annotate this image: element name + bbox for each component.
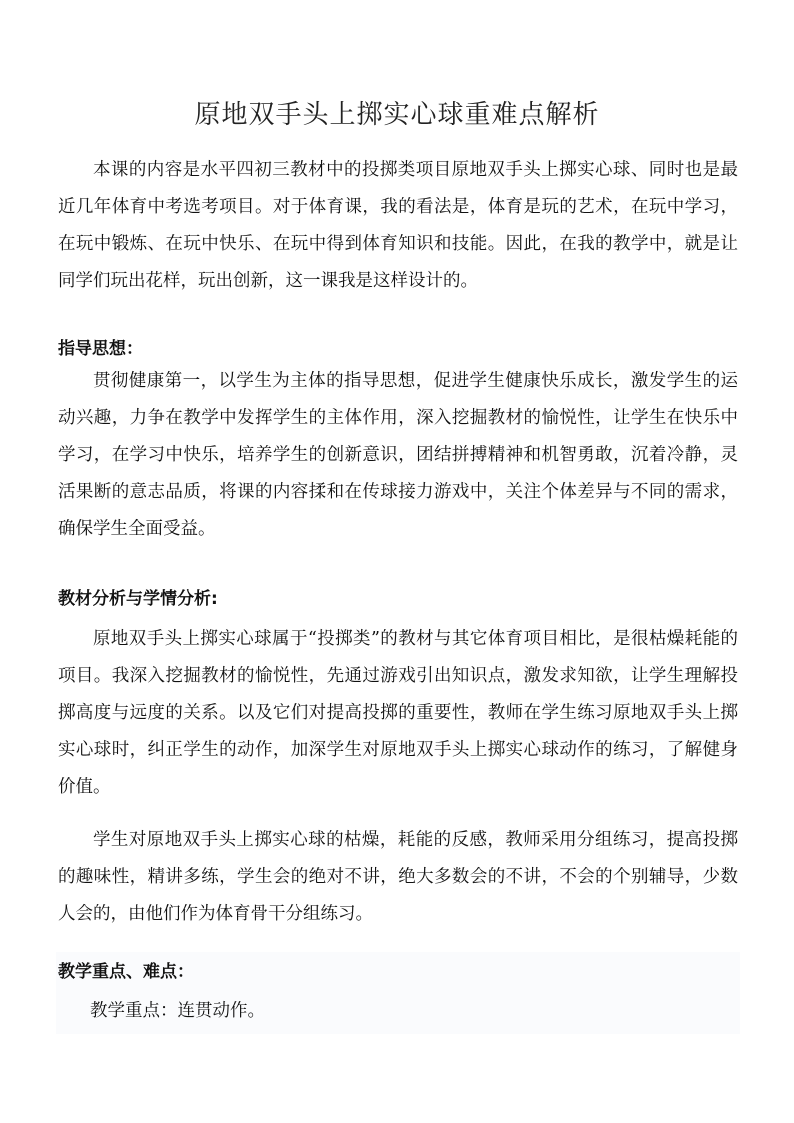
section-heading-material-analysis: 教材分析与学情分析: [58,589,218,609]
document-title: 原地双手头上掷实心球重难点解析 [194,100,600,131]
section-heading-key-points: 教学重点、难点： [58,962,194,982]
guiding-ideas-paragraph: 贯彻健康第一，以学生为主体的指导思想，促进学生健康快乐成长，激发学生的运动兴趣，力争在教学中发挥学生的主体作用，深入挖掘教材的愉悦性，让学生在快乐中学习，在学习中快乐，培养学生的创新意识，团结拼搏精神和机智勇敢，沉着冷静，灵活果断的意志品质，将课的内容揉和在传球接力游戏中，关注个体差异与不同的需求，确保学生全面受益。 [58,371,738,539]
key-point-text: 教学重点：连贯动作。 [90,1001,265,1021]
intro-paragraph: 本课的内容是水平四初三教材中的投掷类项目原地双手头上掷实心球、同时也是最近几年体育中考选考项目。对于体育课，我的看法是，体育是玩的艺术，在玩中学习，在玩中锻炼、在玩中快乐、在玩中得到体育知识和技能。因此，在我的教学中，就是让同学们玩出花样，玩出创新，这一课我是这样设计的。 [58,160,738,291]
material-analysis-paragraph: 原地双手头上掷实心球属于“投掷类”的教材与其它体育项目相比，是很枯燥耗能的项目。我深入挖掘教材的愉悦性，先通过游戏引出知识点，激发求知欲，让学生理解投掷高度与远度的关系。以及它们对提高投掷的重要性，教师在学生练习原地双手头上掷实心球时，纠正学生的动作，加深学生对原地双手头上掷实心球动作的练习，了解健身价值。 [58,629,738,797]
section-heading-guiding-ideas: 指导思想： [58,339,143,359]
student-analysis-paragraph: 学生对原地双手头上掷实心球的枯燥，耗能的反感，教师采用分组练习，提高投掷的趣味性，精讲多练，学生会的绝对不讲，绝大多数会的不讲，不会的个别辅导，少数人会的，由他们作为体育骨干分组练习。 [58,830,738,924]
